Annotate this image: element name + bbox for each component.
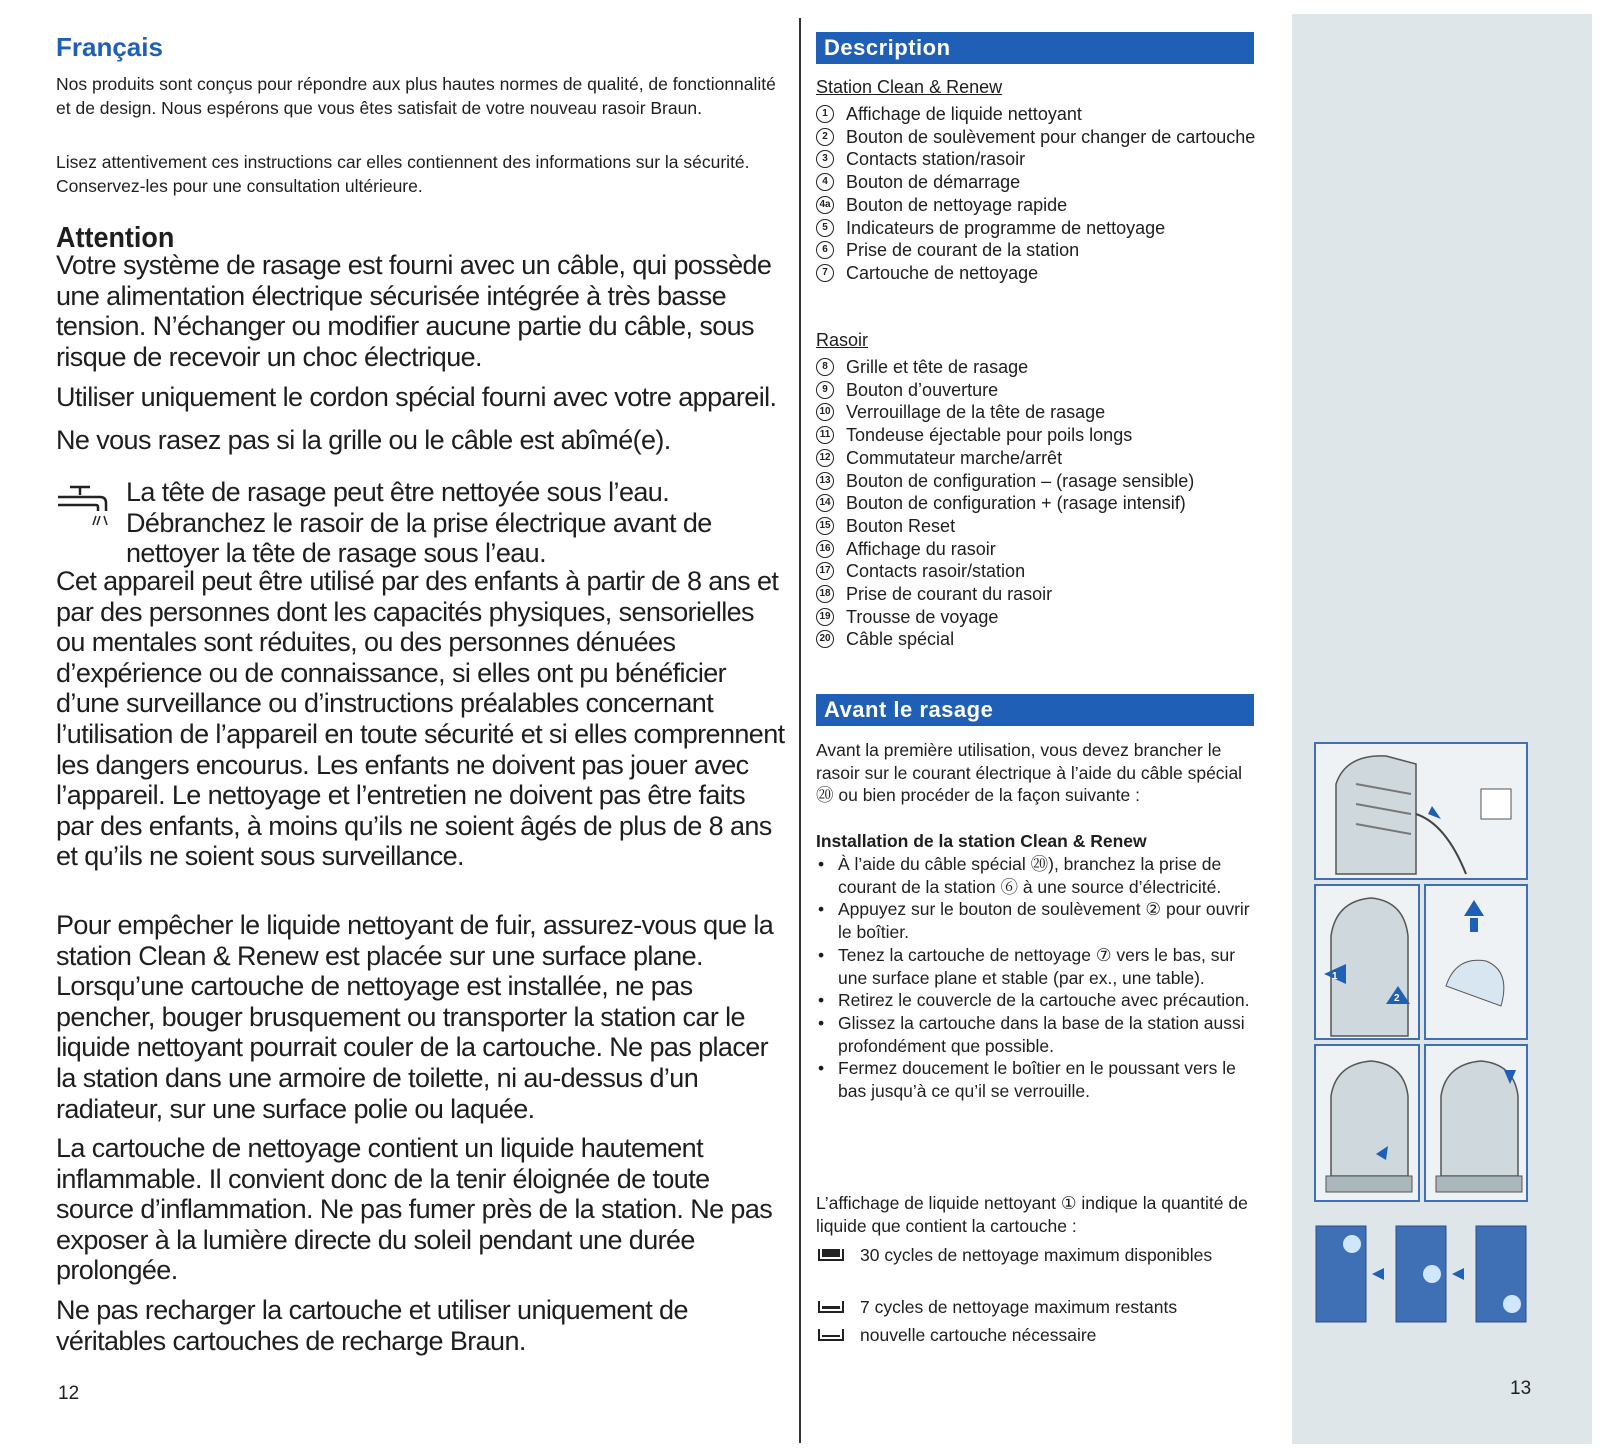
razor-item bbox=[816, 356, 1266, 379]
item-number-badge: 5 bbox=[816, 219, 834, 237]
razor-item bbox=[816, 583, 1266, 606]
fluid-display-note: L’affichage de liquide nettoyant ① indique la quantité de liquide que contient la cartouche : bbox=[816, 1193, 1248, 1236]
razor-item-label: Bouton de configuration – (rasage sensible) bbox=[846, 470, 1195, 491]
fluid-indicator-sequence bbox=[1314, 1224, 1528, 1324]
fluid-level-row bbox=[816, 1324, 1260, 1347]
installation-heading: Installation de la station Clean & Renew bbox=[816, 831, 1147, 851]
razor-item bbox=[816, 492, 1266, 515]
station-item-label: Affichage de liquide nettoyant bbox=[846, 104, 1082, 124]
installation-step: • Appuyez sur le bouton de soulèvement ② pour ouvrir le boîtier. bbox=[816, 898, 1261, 943]
item-number-badge: 4a bbox=[816, 196, 834, 214]
razor-item bbox=[816, 401, 1266, 424]
razor-item-label: Bouton Reset bbox=[846, 515, 956, 536]
illustration-insert-cartridge bbox=[1314, 1044, 1420, 1202]
razor-item bbox=[816, 379, 1266, 402]
station-plug-illustration bbox=[1316, 744, 1526, 878]
station-item bbox=[816, 262, 1266, 285]
razor-item-label: Grille et tête de rasage bbox=[846, 357, 1029, 377]
fluid-level-row bbox=[816, 1296, 1260, 1319]
item-number-badge: 3 bbox=[816, 150, 834, 168]
intro-paragraph-2: Lisez attentivement ces instructions car elles contiennent des informations sur la sécurité. Conservez-les pour une consultation ultérieure. bbox=[56, 152, 750, 196]
station-item-label: Indicateurs de programme de nettoyage bbox=[846, 217, 1166, 238]
page-number-right: 13 bbox=[1510, 1378, 1532, 1399]
fluid-level-row bbox=[816, 1244, 1260, 1267]
installation-steps bbox=[816, 853, 1261, 1103]
station-item-label: Cartouche de nettoyage bbox=[846, 262, 1039, 283]
item-number-badge: 9 bbox=[816, 381, 834, 399]
razor-item-label: Bouton de configuration + (rasage intensif) bbox=[846, 493, 1186, 514]
razor-parts-list bbox=[816, 356, 1266, 651]
open-station-illustration bbox=[1316, 886, 1418, 1038]
station-item-label: Prise de courant de la station bbox=[846, 240, 1080, 261]
illustration-cartridge bbox=[1424, 884, 1528, 1040]
item-number-badge: 10 bbox=[816, 403, 834, 421]
item-number-badge: 12 bbox=[816, 449, 834, 467]
description-heading: Description bbox=[816, 32, 1254, 64]
razor-item-label: Verrouillage de la tête de rasage bbox=[846, 402, 1106, 423]
razor-subheading: Rasoir bbox=[816, 330, 869, 350]
item-number-badge: 19 bbox=[816, 608, 834, 626]
item-number-badge: 16 bbox=[816, 540, 834, 558]
page-number-left: 12 bbox=[58, 1383, 80, 1404]
safety-paragraph-damage: Ne vous rasez pas si la grille ou le câble est abîmé(e). bbox=[56, 425, 671, 455]
item-number-badge: 6 bbox=[816, 241, 834, 259]
illustration-close-station bbox=[1424, 1044, 1528, 1202]
item-number-badge: 11 bbox=[816, 426, 834, 444]
close-station-illustration bbox=[1426, 1046, 1526, 1200]
station-item bbox=[816, 194, 1266, 217]
tap-water-icon bbox=[56, 483, 110, 527]
refill-paragraph: Ne pas recharger la cartouche et utiliser uniquement de véritables cartouches de recharge Braun. bbox=[56, 1295, 688, 1356]
station-parts-list bbox=[816, 103, 1266, 285]
fluid-level-label: nouvelle cartouche nécessaire bbox=[860, 1325, 1097, 1345]
before-shaving-intro: Avant la première utilisation, vous devez brancher le rasoir sur le courant électrique à l’aide du câble spécial ⑳ ou bien procéder de la façon suivante : bbox=[816, 740, 1243, 806]
fluid-level-icon bbox=[818, 1329, 844, 1341]
item-number-badge: 14 bbox=[816, 494, 834, 512]
razor-item bbox=[816, 606, 1266, 629]
station-item bbox=[816, 148, 1266, 171]
razor-item-label: Affichage du rasoir bbox=[846, 538, 996, 559]
attention-heading: Attention bbox=[56, 222, 175, 254]
item-number-badge: 7 bbox=[816, 264, 834, 282]
razor-item-label: Tondeuse éjectable pour poils longs bbox=[846, 425, 1133, 446]
illustration-open-station bbox=[1314, 884, 1420, 1040]
item-number-badge: 8 bbox=[816, 358, 834, 376]
installation-step: • Glissez la cartouche dans la base de la station aussi profondément que possible. bbox=[816, 1012, 1261, 1057]
illustration-plug-in bbox=[1314, 742, 1528, 880]
razor-item-label: Commutateur marche/arrêt bbox=[846, 447, 1063, 468]
razor-item-label: Prise de courant du rasoir bbox=[846, 584, 1053, 605]
razor-item bbox=[816, 560, 1266, 583]
station-item bbox=[816, 103, 1266, 126]
right-page bbox=[800, 0, 1600, 1455]
insert-cartridge-illustration bbox=[1316, 1046, 1418, 1200]
item-number-badge: 20 bbox=[816, 630, 834, 648]
installation-step: • Tenez la cartouche de nettoyage ⑦ vers le bas, sur une surface plane et stable (par ex., une table). bbox=[816, 944, 1261, 989]
razor-item-label: Contacts rasoir/station bbox=[846, 561, 1026, 582]
station-item-label: Contacts station/rasoir bbox=[846, 149, 1026, 170]
cartridge-illustration bbox=[1426, 886, 1526, 1038]
item-number-badge: 2 bbox=[816, 128, 834, 146]
item-number-badge: 13 bbox=[816, 472, 834, 490]
before-shaving-heading: Avant le rasage bbox=[816, 694, 1254, 726]
installation-step: • Fermez doucement le boîtier en le poussant vers le bas jusqu’à ce qu’il se verrouille. bbox=[816, 1057, 1261, 1102]
item-number-badge: 18 bbox=[816, 585, 834, 603]
illustration-label-1: 1 bbox=[1332, 971, 1338, 982]
razor-item bbox=[816, 470, 1266, 493]
fluid-level-label: 7 cycles de nettoyage maximum restants bbox=[860, 1297, 1178, 1317]
station-placement-paragraph: Pour empêcher le liquide nettoyant de fuir, assurez-vous que la station Clean & Renew est placée sur une surface plane. Lorsqu’une cartouche de nettoyage est installée, ne pas pencher, bouger brusquement ou transporter la station car le liquide nettoyant pourrait couler de la cartouche. Ne pas placer la station dans une armoire de toilette, ni au-dessus d’un radiateur, sur une surface polie ou laquée. bbox=[56, 910, 774, 1124]
language-heading: Français bbox=[56, 32, 163, 62]
safety-paragraph-cord: Utiliser uniquement le cordon spécial fourni avec votre appareil. bbox=[56, 382, 777, 412]
fluid-level-icon bbox=[818, 1249, 844, 1261]
station-item bbox=[816, 171, 1266, 194]
station-item bbox=[816, 239, 1266, 262]
razor-item bbox=[816, 628, 1266, 651]
station-subheading: Station Clean & Renew bbox=[816, 77, 1003, 97]
fluid-level-icon bbox=[818, 1301, 844, 1313]
station-item-label: Bouton de soulèvement pour changer de cartouche bbox=[846, 126, 1256, 147]
station-item bbox=[816, 217, 1266, 240]
razor-item bbox=[816, 515, 1266, 538]
station-item bbox=[816, 126, 1266, 149]
item-number-badge: 1 bbox=[816, 105, 834, 123]
razor-item bbox=[816, 447, 1266, 470]
item-number-badge: 15 bbox=[816, 517, 834, 535]
water-warning-text: La tête de rasage peut être nettoyée sous l’eau. Débranchez le rasoir de la prise électrique avant de nettoyer la tête de rasage sous l’eau. bbox=[126, 477, 712, 569]
razor-item-label: Trousse de voyage bbox=[846, 606, 999, 627]
children-paragraph: Cet appareil peut être utilisé par des enfants à partir de 8 ans et par des personnes dont les capacités physiques, sensorielles ou mentales sont réduites, ou des personnes dénuées d’expérience ou de connaissance, si elles ont pu bénéficier d’une surveillance ou d’instructions préalables concernant l’utilisation de l’appareil en toute sécurité et si elles comprennent les dangers encourus. Les enfants ne doivent pas jouer avec l’appareil. Le nettoyage et l’entretien ne doivent pas être faits par des enfants, à moins qu’ils ne soient âgés de plus de 8 ans et qu’ils ne soient sous surveillance. bbox=[56, 566, 785, 872]
safety-paragraph-cable: Votre système de rasage est fourni avec un câble, qui possède une alimentation électrique sécurisée intégrée à très basse tension. N’échanger ou modifier aucune partie du câble, sous risque de recevoir un choc électrique. bbox=[56, 250, 772, 372]
fluid-level-label: 30 cycles de nettoyage maximum disponibles bbox=[860, 1245, 1213, 1265]
razor-item-label: Bouton d’ouverture bbox=[846, 379, 999, 400]
item-number-badge: 17 bbox=[816, 562, 834, 580]
razor-item bbox=[816, 424, 1266, 447]
illustration-label-2: 2 bbox=[1394, 993, 1400, 1004]
intro-paragraph-1: Nos produits sont conçus pour répondre aux plus hautes normes de qualité, de fonctionnalité et de design. Nous espérons que vous êtes satisfait de votre nouveau rasoir Braun. bbox=[56, 74, 776, 118]
station-item-label: Bouton de nettoyage rapide bbox=[846, 194, 1068, 215]
razor-item bbox=[816, 538, 1266, 561]
razor-item-label: Câble spécial bbox=[846, 629, 955, 650]
flammable-paragraph: La cartouche de nettoyage contient un liquide hautement inflammable. Il convient donc de la tenir éloignée de toute source d’inflammation. Ne pas fumer près de la station. Ne pas exposer à la lumière directe du soleil pendant une durée prolongée. bbox=[56, 1133, 773, 1286]
installation-step: • Retirez le couvercle de la cartouche avec précaution. bbox=[816, 989, 1261, 1012]
installation-step: • À l’aide du câble spécial ⑳), branchez la prise de courant de la station ⑥ à une source d’électricité. bbox=[816, 853, 1261, 898]
item-number-badge: 4 bbox=[816, 173, 834, 191]
station-item-label: Bouton de démarrage bbox=[846, 172, 1021, 193]
illustration-fluid-indicator bbox=[1314, 1224, 1528, 1324]
